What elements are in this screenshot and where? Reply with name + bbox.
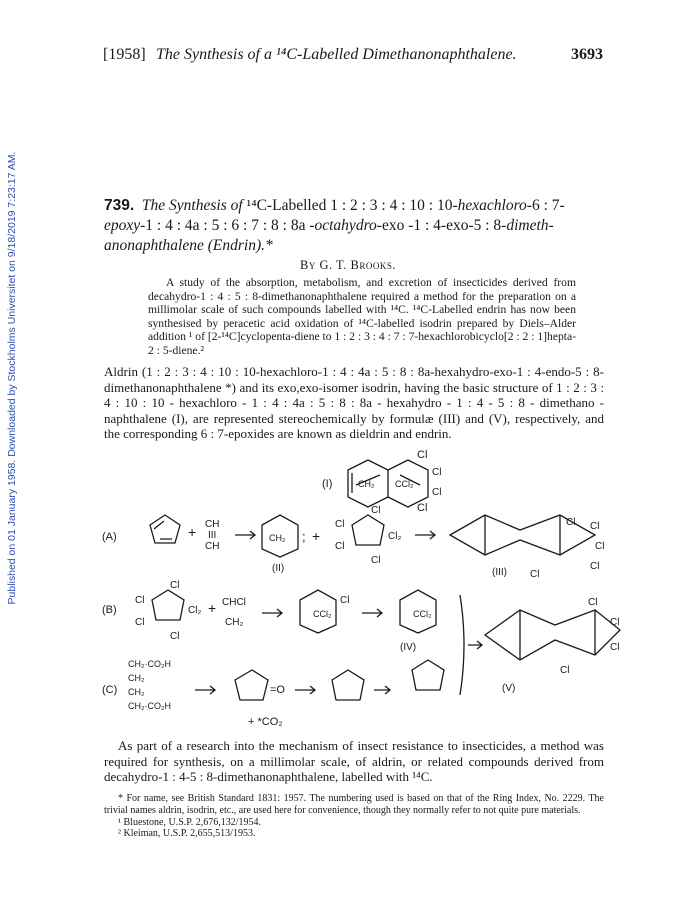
author-line: By G. T. Brooks. [300, 258, 396, 272]
svg-text:CH₂·CO₂H: CH₂·CO₂H [128, 701, 171, 711]
hexachlorocyclopentadiene [352, 515, 384, 545]
body-paragraph: As part of a research into the mechanism of insect resistance to insecticides, a method was required for synthesis, on a millimolar scale, of aldrin, or related compounds derived from decahydro-1 : 4-5 : 8-dimethanonaphthalene, labelled with ¹⁴C. [104, 738, 604, 784]
svg-text:+: + [188, 524, 197, 540]
svg-text:+: + [208, 600, 217, 616]
title-part: octahydro [314, 217, 377, 234]
svg-text:CH₂: CH₂ [128, 673, 145, 683]
svg-text:Cl: Cl [590, 521, 600, 532]
label-III: (III) [492, 567, 507, 578]
svg-text:Cl: Cl [595, 541, 605, 552]
header-running-title: The Synthesis of a ¹⁴C-Labelled Dimethanonaphthalene. [156, 46, 517, 63]
svg-text:Cl: Cl [335, 541, 345, 552]
svg-text:CCl₂: CCl₂ [313, 609, 332, 619]
title-part: ¹⁴C-Labelled 1 : 2 : 3 : 4 : 10 : 10- [246, 197, 458, 214]
svg-text:Cl: Cl [530, 569, 540, 580]
header-page-number: 3693 [571, 46, 603, 63]
svg-text:Cl: Cl [610, 617, 620, 628]
abstract: A study of the absorption, metabolism, and excretion of insecticides derived from decahydro-1 : 4 : 5 : 8-dimethanonaphthalene required a method for the preparation on a millimolar scale of such compounds labelled with ¹⁴C. ¹⁴C-Labelled endrin has now been synthesised by peracetic acid oxidation of ¹⁴C-labelled isodrin prepared by Diels–Alder addition ¹ of [2-¹⁴C]cyclopenta-diene to 1 : 2 : 3 : 4 : 7 : 7-hexachlorobicyclo[2 : 2 : 1]hepta-2 : 5-diene.² [148, 276, 576, 357]
svg-text:CH₂: CH₂ [225, 617, 244, 628]
title-part: -exo -1 : 4-exo-5 : 8- [376, 217, 507, 234]
footnotes [104, 793, 604, 840]
title-part: -1 : 4 : 4a : 5 : 6 : 7 : 8 : 8a - [140, 217, 315, 234]
title-part: hexachloro [457, 197, 527, 214]
svg-text:Cl: Cl [371, 505, 381, 516]
svg-text:+ *CO₂: + *CO₂ [248, 716, 283, 728]
footnote: * For name, see British Standard 1831: 1957. The numbering used is based on that of the Ring Index, No. 2229. The trivial names aldrin, isodrin, etc., are used here for convenience, though they normally refer to not quite pure materials. [104, 793, 604, 816]
svg-text:Cl₂: Cl₂ [188, 605, 202, 616]
footnote: ¹ Bluestone, U.S.P. 2,676,132/1954. [118, 816, 262, 828]
label-B: (B) [102, 604, 117, 616]
svg-text:;: ; [302, 529, 306, 544]
svg-text:Cl: Cl [135, 595, 145, 606]
label-IV: (IV) [400, 642, 417, 653]
svg-text:Cl: Cl [560, 665, 570, 676]
reaction-scheme [90, 445, 630, 733]
title-part: The Synthesis of [141, 197, 247, 214]
svg-text:Cl: Cl [335, 519, 345, 530]
label-A: (A) [102, 531, 117, 543]
svg-text:CH: CH [205, 541, 220, 552]
article-title [104, 196, 592, 256]
article-number: 739. [104, 197, 135, 214]
body-paragraph: Aldrin (1 : 2 : 3 : 4 : 10 : 10-hexachloro-1 : 4 : 4a : 5 : 8 : 8a-hexahydro-exo-1 : 4-endo-5 : 8-dimethanonaphthalene *) and its exo,exo-isomer isodrin, having the basic structure of 1 : 2 : 3 : 4 : 10 : 10 - hexachloro - 1 : 4 : 4a : 5 : 8 : 8a - hexahydro - 1 : 4 - 5 : 8 - dimethano - naphthalene (I), are represented stereochemically by formulæ (III) and (V), respectively, and the corresponding 6 : 7-epoxides are known as dieldrin and endrin. [104, 364, 604, 441]
svg-text:III: III [208, 530, 217, 541]
svg-text:CCl₂: CCl₂ [413, 609, 432, 619]
label-I: (I) [322, 478, 333, 490]
title-part: dimeth- [506, 217, 554, 234]
svg-text:Cl: Cl [371, 555, 381, 566]
svg-text:Cl: Cl [566, 517, 576, 528]
svg-text:Cl: Cl [417, 449, 428, 461]
svg-text:CCl₂: CCl₂ [395, 479, 414, 489]
svg-text:CH₂: CH₂ [358, 479, 375, 489]
svg-text:CH₂: CH₂ [128, 687, 145, 697]
svg-text:Cl: Cl [170, 580, 180, 591]
svg-text:Cl: Cl [590, 561, 600, 572]
structure-V [485, 610, 620, 660]
label-C: (C) [102, 684, 118, 696]
svg-text:=O: =O [270, 684, 285, 696]
svg-text:Cl: Cl [588, 597, 598, 608]
svg-text:Cl: Cl [170, 631, 180, 642]
structure-I [322, 449, 441, 514]
title-part: epoxy [104, 217, 141, 234]
svg-text:Cl: Cl [135, 617, 145, 628]
download-watermark: Published on 01 January 1958. Downloaded by Stockholms Universitet on 9/18/2019 7:23:17 AM. [6, 151, 18, 605]
svg-text:Cl: Cl [340, 595, 350, 606]
svg-text:CHCl: CHCl [222, 597, 246, 608]
svg-text:CH: CH [205, 519, 220, 530]
svg-text:Cl₂: Cl₂ [388, 531, 402, 542]
svg-text:+: + [312, 528, 321, 544]
title-part: -6 : 7- [526, 197, 565, 214]
svg-text:CH₂: CH₂ [269, 533, 286, 543]
label-II: (II) [272, 563, 285, 574]
header-year: [1958] [103, 46, 146, 63]
svg-text:Cl: Cl [432, 487, 442, 498]
svg-text:Cl: Cl [610, 642, 620, 653]
svg-text:CH₂·CO₂H: CH₂·CO₂H [128, 659, 171, 669]
svg-text:Cl: Cl [432, 467, 442, 478]
label-V: (V) [502, 683, 516, 694]
svg-text:Cl: Cl [417, 502, 428, 514]
footnote: ² Kleiman, U.S.P. 2,655,513/1953. [118, 828, 256, 840]
title-part: anonaphthalene (Endrin).* [104, 237, 273, 254]
